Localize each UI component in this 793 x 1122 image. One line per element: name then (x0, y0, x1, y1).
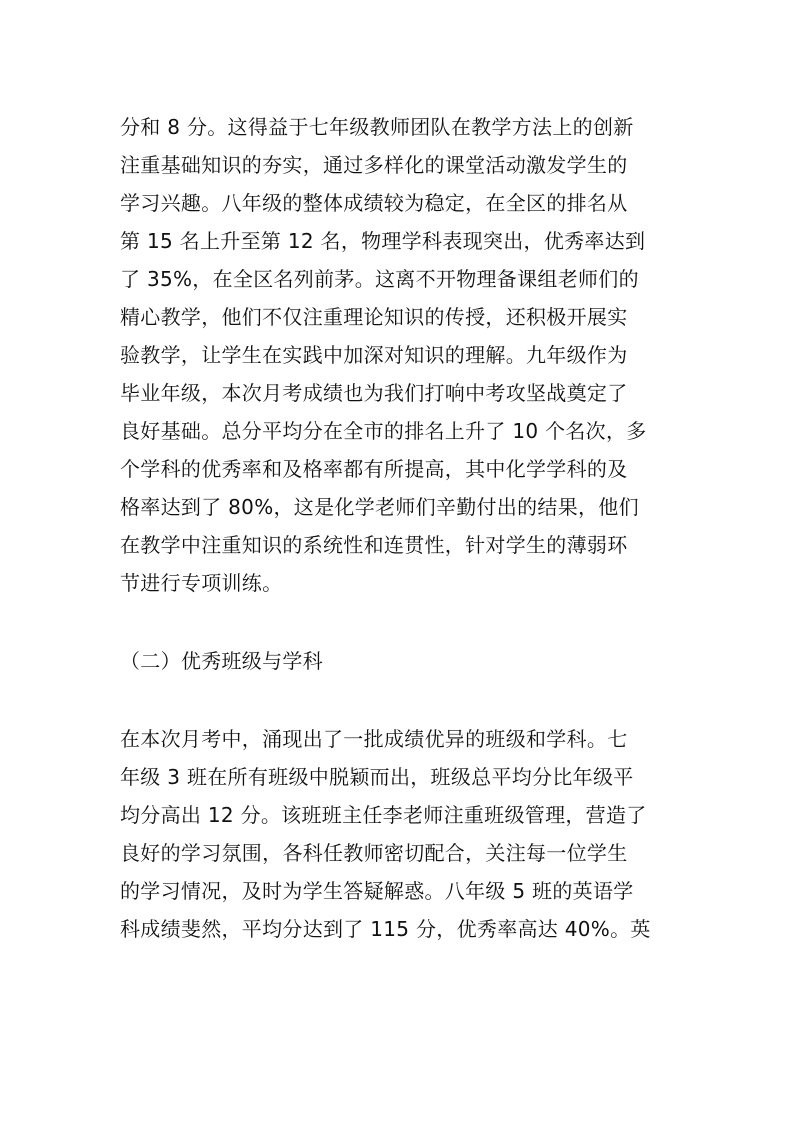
text-line: 精心教学，他们不仅注重理论知识的传授，还积极开展实 (120, 305, 628, 329)
paragraph-2 (120, 720, 680, 948)
text-line: 格率达到了 80%，这是化学老师们辛勤付出的结果，他们 (120, 495, 639, 519)
text-line: 良好基础。总分平均分在全市的排名上升了 10 个名次，多 (120, 419, 647, 443)
text-line: 良好的学习氛围，各科任教师密切配合，关注每一位学生 (120, 841, 628, 865)
text-line: 年级 3 班在所有班级中脱颖而出，班级总平均分比年级平 (120, 765, 634, 789)
text-line: 了 35%，在全区名列前茅。这离不开物理备课组老师们的 (120, 267, 639, 291)
text-line: 在本次月考中，涌现出了一批成绩优异的班级和学科。七 (120, 727, 628, 751)
text-line: 毕业年级，本次月考成绩也为我们打响中考攻坚战奠定了 (120, 381, 628, 405)
text-line: 在教学中注重知识的系统性和连贯性，针对学生的薄弱环 (120, 533, 628, 557)
text-line: 分和 8 分。这得益于七年级教师团队在教学方法上的创新 (120, 115, 634, 139)
paragraph-1 (120, 108, 680, 602)
text-line: 个学科的优秀率和及格率都有所提高，其中化学学科的及 (120, 457, 628, 481)
text-line: 的学习情况，及时为学生答疑解惑。八年级 5 班的英语学 (120, 879, 634, 903)
text-line: 验教学，让学生在实践中加深对知识的理解。九年级作为 (120, 343, 628, 367)
text-line: 注重基础知识的夯实，通过多样化的课堂活动激发学生的 (120, 153, 628, 177)
text-line: 节进行专项训练。 (120, 571, 283, 595)
document-body (120, 108, 680, 948)
text-line: 均分高出 12 分。该班班主任李老师注重班级管理，营造了 (120, 803, 647, 827)
section-heading: （二）优秀班级与学科 (120, 649, 323, 673)
text-line: 第 15 名上升至第 12 名，物理学科表现突出，优秀率达到 (120, 229, 646, 253)
text-line: 科成绩斐然，平均分达到了 115 分，优秀率高达 40%。英 (120, 917, 651, 941)
text-line: 学习兴趣。八年级的整体成绩较为稳定，在全区的排名从 (120, 191, 628, 215)
